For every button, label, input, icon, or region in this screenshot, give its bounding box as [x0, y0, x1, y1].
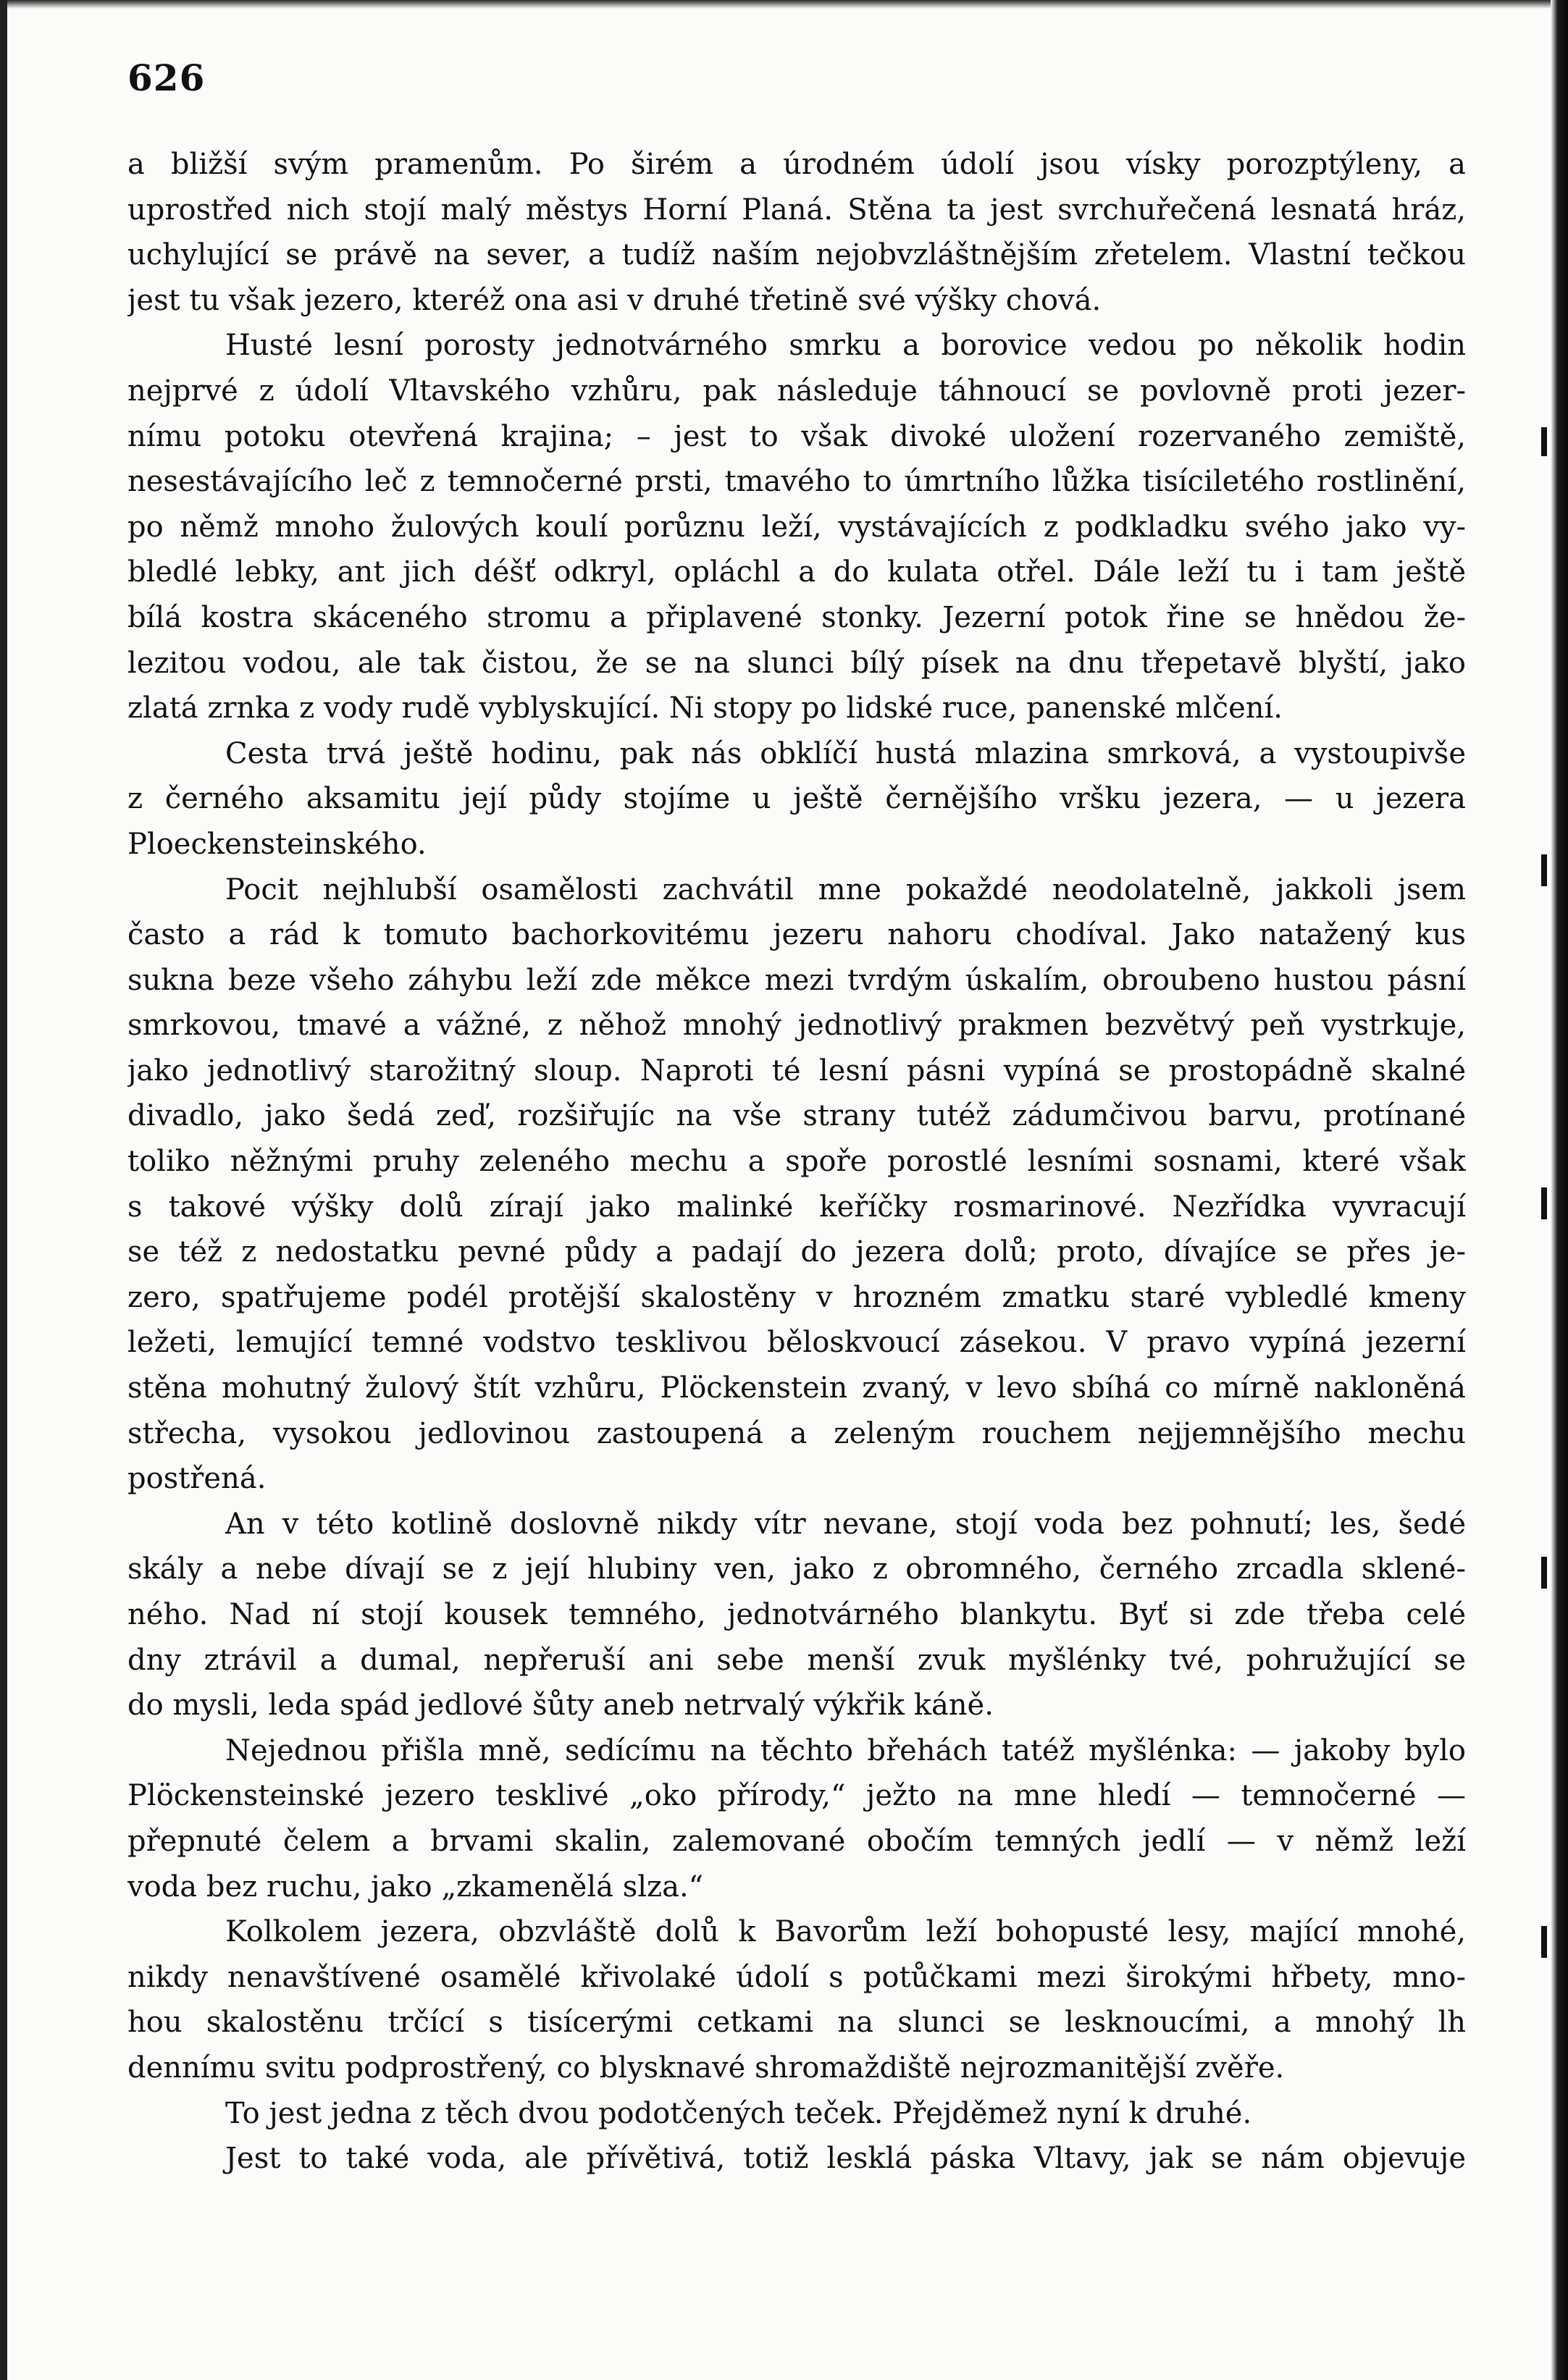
text-line: zero, spatřujeme podél protější skalostěny v hrozném zmatku staré vybledlé kmeny [127, 1280, 1466, 1314]
text-line: zlatá zrnka z vody rudě vyblyskující. Ni stopy po lidské ruce, panenské mlčení. [127, 691, 1283, 726]
margin-mark [1541, 1926, 1547, 1958]
text-line: Plöckensteinské jezero tesklivé „oko přírody,“ ježto na mne hledí — temnočerné — [127, 1779, 1466, 1813]
text-line: dny ztrávil a dumal, nepřeruší ani sebe menší zvuk myšlénky tvé, pohružující se [127, 1643, 1466, 1677]
text-line: z černého aksamitu její půdy stojíme u ještě černějšího vršku jezera, — u jezera [127, 782, 1466, 816]
text-line: nikdy nenavštívené osamělé křivolaké údolí s potůčkami mezi širokými hřbety, mno- [127, 1960, 1466, 1994]
text-line: s takové výšky dolů zírají jako malinké keříčky rosmarinové. Nezřídka vyvracují [127, 1190, 1466, 1224]
text-line: uprostřed nich stojí malý městys Horní Planá. Stěna ta jest svrchuřečená lesnatá hráz, [127, 193, 1466, 227]
page-number: 626 [127, 56, 206, 99]
text-line: Jest to také voda, ale přívětivá, totiž lesklá páska Vltavy, jak se nám objevuje [225, 2142, 1466, 2176]
text-line: Pocit nejhlubší osamělosti zachvátil mne pokaždé neodolatelně, jakkoli jsem [225, 872, 1466, 907]
text-line: sukna beze všeho záhybu leží zde měkce mezi tvrdým úskalím, obroubeno hustou pásní [127, 963, 1466, 997]
text-line: jest tu však jezero, kteréž ona asi v druhé třetině své výšky chová. [127, 283, 1102, 317]
margin-mark [1541, 854, 1547, 886]
text-line: často a rád k tomuto bachorkovitému jezeru nahoru chodíval. Jako natažený kus [127, 918, 1466, 952]
text-line: divadlo, jako šedá zeď, rozšiřujíc na vše strany tutéž zádumčivou barvu, protínané [127, 1099, 1466, 1133]
text-line: nímu potoku otevřená krajina; – jest to však divoké uložení rozervaného zemiště, [127, 419, 1466, 453]
text-line: se též z nedostatku pevné půdy a padají do jezera dolů; proto, dívajíce se přes je- [127, 1235, 1466, 1269]
text-line: bílá kostra skáceného stromu a připlavené stonky. Jezerní potok řine se hnědou že- [127, 600, 1466, 634]
text-line: dennímu svitu podprostřený, co blysknavé shromaždiště nejrozmanitější zvěře. [127, 2051, 1285, 2085]
text-line: nejprvé z údolí Vltavského vzhůru, pak následuje táhnoucí se povlovně proti jezer- [127, 374, 1466, 408]
text-line: po němž mnoho žulových koulí porůznu leží, vystávajících z podkladku svého jako vy- [127, 510, 1466, 544]
text-line: An v této kotlině doslovně nikdy vítr nevane, stojí voda bez pohnutí; les, šedé [225, 1507, 1466, 1541]
text-line: hou skalostěnu trčící s tisícerými cetkami na slunci se lesknoucími, a mnohý lh [127, 2006, 1466, 2040]
text-line: jako jednotlivý starožitný sloup. Naproti té lesní pásni vypíná se prostopádně skalné [127, 1054, 1466, 1088]
text-line: do mysli, leda spád jedlové šůty aneb netrvalý výkřik káně. [127, 1689, 994, 1723]
text-line: To jest jedna z těch dvou podotčených teček. Přejděmež nyní k druhé. [225, 2096, 1252, 2130]
text-line: přepnuté čelem a brvami skalin, zalemované obočím temných jedlí — v němž leží [127, 1824, 1466, 1858]
text-line: Ploeckensteinského. [127, 827, 427, 861]
margin-mark [1541, 1187, 1547, 1219]
text-line: nesestávajícího leč z temnočerné prsti, tmavého to úmrtního lůžka tisíciletého rostlinění, [127, 465, 1466, 499]
scan-right-edge [1551, 0, 1568, 2380]
text-line: uchylující se právě na sever, a tudíž naším nejobvzláštnějším zřetelem. Vlastní tečkou [127, 238, 1466, 272]
text-line: lezitou vodou, ale tak čistou, že se na slunci bílý písek na dnu třepetavě blyští, jako [127, 646, 1466, 680]
text-line: stěna mohutný žulový štít vzhůru, Plöckenstein zvaný, v levo sbíhá co mírně nakloněná [127, 1371, 1466, 1405]
margin-mark [1541, 1557, 1547, 1589]
text-line: Nejednou přišla mně, sedícímu na těchto břehách tatéž myšlénka: — jakoby bylo [225, 1733, 1466, 1767]
text-line: a bližší svým pramenům. Po širém a úrodném údolí jsou vísky porozptýleny, a [127, 148, 1466, 181]
text-line: Kolkolem jezera, obzvláště dolů k Bavorům leží bohopusté lesy, mající mnohé, [225, 1915, 1466, 1949]
text-line: smrkovou, tmavé a vážné, z něhož mnohý jednotlivý prakmen bezvětvý peň vystrkuje, [127, 1009, 1466, 1043]
text-line: Husté lesní porosty jednotvárného smrku a borovice vedou po několik hodin [225, 329, 1466, 363]
scan-top-edge [0, 0, 1568, 9]
margin-mark [1541, 427, 1547, 456]
text-line: střecha, vysokou jedlovinou zastoupená a zeleným rouchem nejjemnějšího mechu [127, 1416, 1466, 1450]
text-line: voda bez ruchu, jako „zkamenělá slza.“ [127, 1870, 704, 1904]
text-line: postřená. [127, 1462, 267, 1496]
text-line: Cesta trvá ještě hodinu, pak nás obklíčí hustá mlazina smrková, a vystoupivše [225, 736, 1466, 770]
text-line: skály a nebe dívají se z její hlubiny ven, jako z obromného, černého zrcadla sklené- [127, 1552, 1466, 1586]
text-line: ného. Nad ní stojí kousek temného, jednotvárného blankytu. Byť si zde třeba celé [127, 1598, 1466, 1631]
text-line: bledlé lebky, ant jich déšť odkryl, opláchl a do kulata otřel. Dále leží tu i tam ještě [127, 555, 1466, 589]
text-line: toliko něžnými pruhy zeleného mechu a spoře porostlé lesními sosnami, které však [127, 1145, 1466, 1179]
text-line: ležeti, lemující temné vodstvo tesklivou běloskvoucí zásekou. V pravo vypíná jezerní [127, 1326, 1466, 1360]
body-text [127, 142, 1466, 2182]
scan-left-edge [0, 0, 7, 2380]
